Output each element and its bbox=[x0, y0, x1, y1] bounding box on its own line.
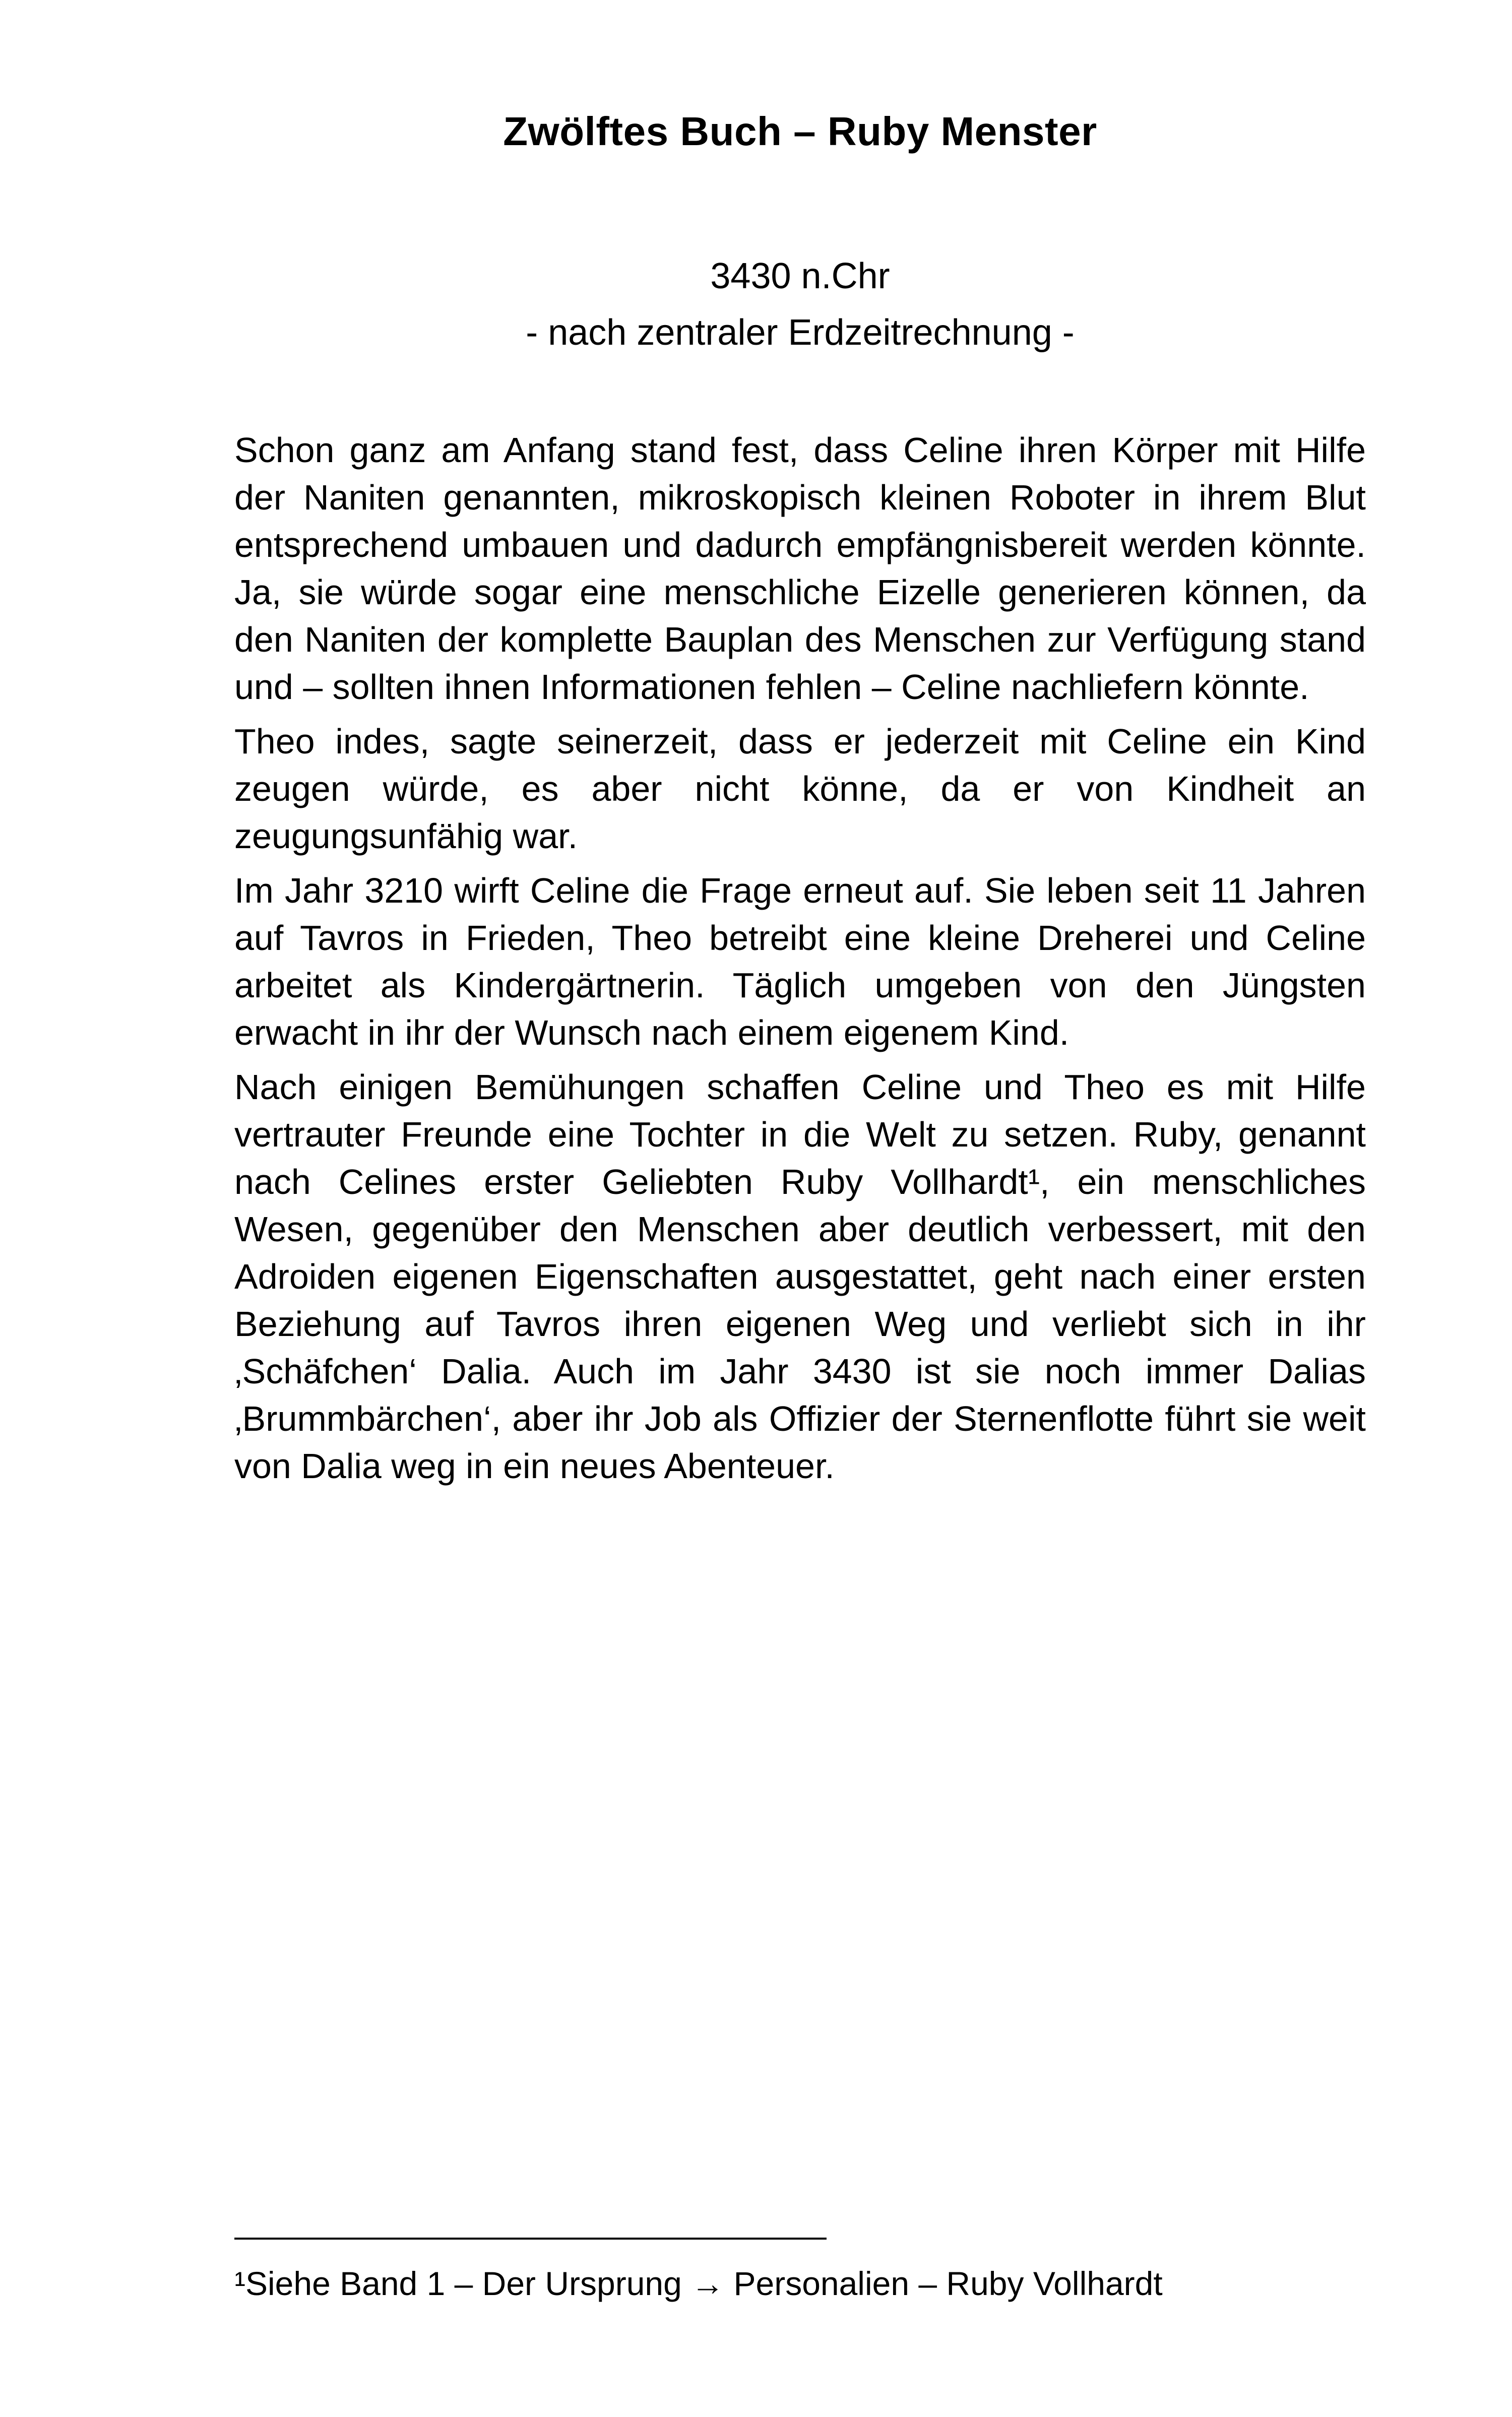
paragraph-3: Im Jahr 3210 wirft Celine die Frage erneut auf. Sie leben seit 11 Jahren auf Tavros in Frieden, Theo betreibt eine kleine Dreherei und Celine arbeitet als Kindergärtnerin. Täglich umgeben von den Jüngsten erwacht in ihr der Wunsch nach einem eigenem Kind. bbox=[234, 871, 1366, 1052]
footnote-text: ¹Siehe Band 1 – Der Ursprung → Personalien – Ruby Vollhardt bbox=[234, 2265, 1163, 2302]
calendar-line: - nach zentraler Erdzeitrechnung - bbox=[526, 312, 1075, 353]
footnote-area bbox=[234, 2238, 1366, 2306]
page-title: Zwölftes Buch – Ruby Menster bbox=[503, 109, 1097, 154]
paragraph-1: Schon ganz am Anfang stand fest, dass Celine ihren Körper mit Hilfe der Naniten genannten, mikroskopisch kleinen Roboter in ihrem Blut entsprechend umbauen und dadurch empfängnisbereit werden könnte. Ja, sie würde sogar eine menschliche Eizelle generieren können, da den Naniten der komplette Bauplan des Menschen zur Verfügung stand und – sollten ihnen Informationen fehlen – Celine nachliefern könnte. bbox=[234, 430, 1366, 707]
paragraph-4: Nach einigen Bemühungen schaffen Celine und Theo es mit Hilfe vertrauter Freunde eine Tochter in die Welt zu setzen. Ruby, genannt nach Celines erster Geliebten Ruby Vollhardt¹, ein menschliches Wesen, gegenüber den Menschen aber deutlich verbessert, mit den Adroiden eigenen Eigenschaften ausgestattet, geht nach einer ersten Beziehung auf Tavros ihren eigenen Weg und verliebt sich in ihr ‚Schäfchen‘ Dalia. Auch im Jahr 3430 ist sie noch immer Dalias ‚Brummbärchen‘, aber ihr Job als Offizier der Sternenflotte führt sie weit von Dalia weg in ein neues Abenteuer. bbox=[234, 1067, 1366, 1486]
footnote-separator bbox=[234, 2238, 827, 2240]
date-line: 3430 n.Chr bbox=[710, 256, 890, 296]
paragraph-2: Theo indes, sagte seinerzeit, dass er jederzeit mit Celine ein Kind zeugen würde, es aber nicht könne, da er von Kindheit an zeugungsunfähig war. bbox=[234, 722, 1366, 856]
body-text bbox=[234, 426, 1366, 1490]
